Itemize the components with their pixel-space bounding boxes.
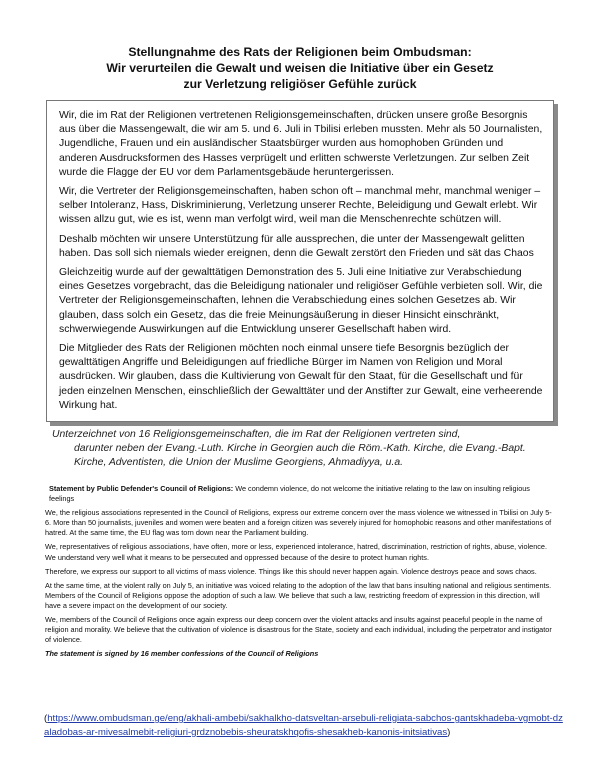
german-paragraph-1: Wir, die im Rat der Religionen vertretenen Religionsgemeinschaften, drücken unsere große Besorgnis aus über die Massengewalt, die wir am 5. und 6. Juli in Tbilisi erleben mussten. Mehr als 50 Journalisten, Jugendliche, Frauen und ein ausländischer Staatsbürger wurden aus homophoben Gründen und anderen Ausdrucksformen des Hasses verprügelt und erlitten schwerste Verletzungen. Zur selben Zeit wurde die Flagge der EU vor dem Parlamentsgebäude heruntergerissen. [59,110,543,178]
source-link[interactable]: https://www.ombudsman.ge/eng/akhali-ambebi/sakhalkho-datsveltan-arsebuli-religiata-sabchos-gantskhadeba-vgmobt-dzaladobas-ar-mivesalmebit-religiuri-grdznobebis-sheuratskhqofis-shesakheb-kanonis-initsiativas [44,713,563,738]
english-heading-rest: We condemn violence, do not welcome the initiative relating to the law on insulting religious feelings [49,484,530,504]
link-close-paren: ) [447,727,451,738]
german-statement-text [59,109,543,418]
english-paragraph-4: At the same time, at the violent rally on July 5, an initiative was voiced relating to the adoption of the law that bans insulting national and religious sentiments. Members of the Council of Religions oppose the adoption of such a law. We believe that such a law, restricting freedom of expression in this direction, will have a severe impact on the development of our society. [45,580,552,610]
german-paragraph-3: Deshalb möchten wir unsere Unterstützung für alle aussprechen, die unter der Massengewalt gelitten haben. Das soll sich niemals wieder ereignen, denn die Gewalt zerstört den Frieden und sät das Chaos [59,233,534,259]
link-open-paren: ( [44,713,48,724]
german-statement-box [46,100,554,422]
document-title [40,44,560,92]
title-line-2: Wir verurteilen die Gewalt und weisen die Initiative über ein Gesetz [106,61,494,75]
english-signature-note: The statement is signed by 16 member confessions of the Council of Religions [45,649,319,659]
german-signature-line-2: darunter neben der Evang.-Luth. Kirche in Georgien auch die Röm.-Kath. Kirche, die Evang.-Bapt. Kirche, Adventisten, die Union der Muslime Georgiens, Ahmadiyya, u.a. [74,443,526,469]
english-paragraph-3: Therefore, we express our support to all victims of mass violence. Things like this should never happen again. Violence destroys peace and sows chaos. [45,566,537,576]
german-paragraph-2: Wir, die Vertreter der Religionsgemeinschaften, haben schon oft – manchmal mehr, manchmal weniger – selber Intoleranz, Hass, Diskriminierung, Verletzung unserer Rechte, Beleidigung und Gewalt erlebt. Wir wissen allzu gut, wie es ist, wenn man verfolgt wird, weil man die Menschenrechte schützen will. [59,186,541,226]
english-paragraph-2: We, representatives of religious associations, have often, more or less, experienced intolerance, hatred, discrimination, restriction of rights, abuse, violence. We understand very well what it means to be persecuted and oppressed because of the desire to protect human rights. [45,542,547,562]
title-line-3: zur Verletzung religiöser Gefühle zurück [183,77,417,91]
source-link-block [44,712,564,740]
german-paragraph-4: Gleichzeitig wurde auf der gewalttätigen Demonstration des 5. Juli eine Initiative zur Verabschiedung eines Gesetzes vorgebracht, das die Beleidigung nationaler und religiöser Gefühle verbieten soll. Wir, die Vertreter der Religionsgemeinschaften, lehnen die Verabschiedung eines solchen Gesetzes ab. Wir glauben, dass solch ein Gesetz, das die freie Meinungsäußerung in dieser Hinsicht einschränkt, schwerwiegende Auswirkungen auf die Entwicklung unserer Gesellschaft haben wird. [59,267,543,335]
english-heading [45,484,557,504]
english-statement [45,484,557,663]
german-paragraph-5: Die Mitglieder des Rats der Religionen möchten noch einmal unsere tiefe Besorgnis bezüglich der gewalttätigen Angriffe und Beleidigungen auf friedliche Bürger im Namen von Religion und Moral ausdrücken. Wir glauben, dass die Kultivierung von Gewalt für den Staat, für die Gesellschaft und für jeden einzelnen Menschen, einschließlich der Gewalttäter und der Anstifter zur Gewalt, eine verheerende Wirkung hat. [59,343,543,411]
german-signature-note [52,428,552,471]
english-paragraph-5: We, members of the Council of Religions once again express our deep concern over the violent attacks and insults against peaceful people in the name of religion and morality. We believe that the cultivation of violence is disastrous for the State, society and each individual, including the perpetrator and instigator of violence. [45,615,552,645]
english-heading-bold: Statement by Public Defender's Council of Religions: [49,484,234,493]
english-paragraph-1: We, the religious associations represented in the Council of Religions, express our extreme concern over the mass violence we witnessed in Tbilisi on July 5-6. More than 50 journalists, juveniles and women were beaten and a foreign citizen was severely injured for homophobic reasons and other manifestations of hatred. At the same time, the EU flag was torn down near the Parliament building. [45,508,552,538]
german-signature-line-1: Unterzeichnet von 16 Religionsgemeinschaften, die im Rat der Religionen vertreten sind, [52,429,461,440]
title-line-1: Stellungnahme des Rats der Religionen beim Ombudsman: [128,45,472,59]
